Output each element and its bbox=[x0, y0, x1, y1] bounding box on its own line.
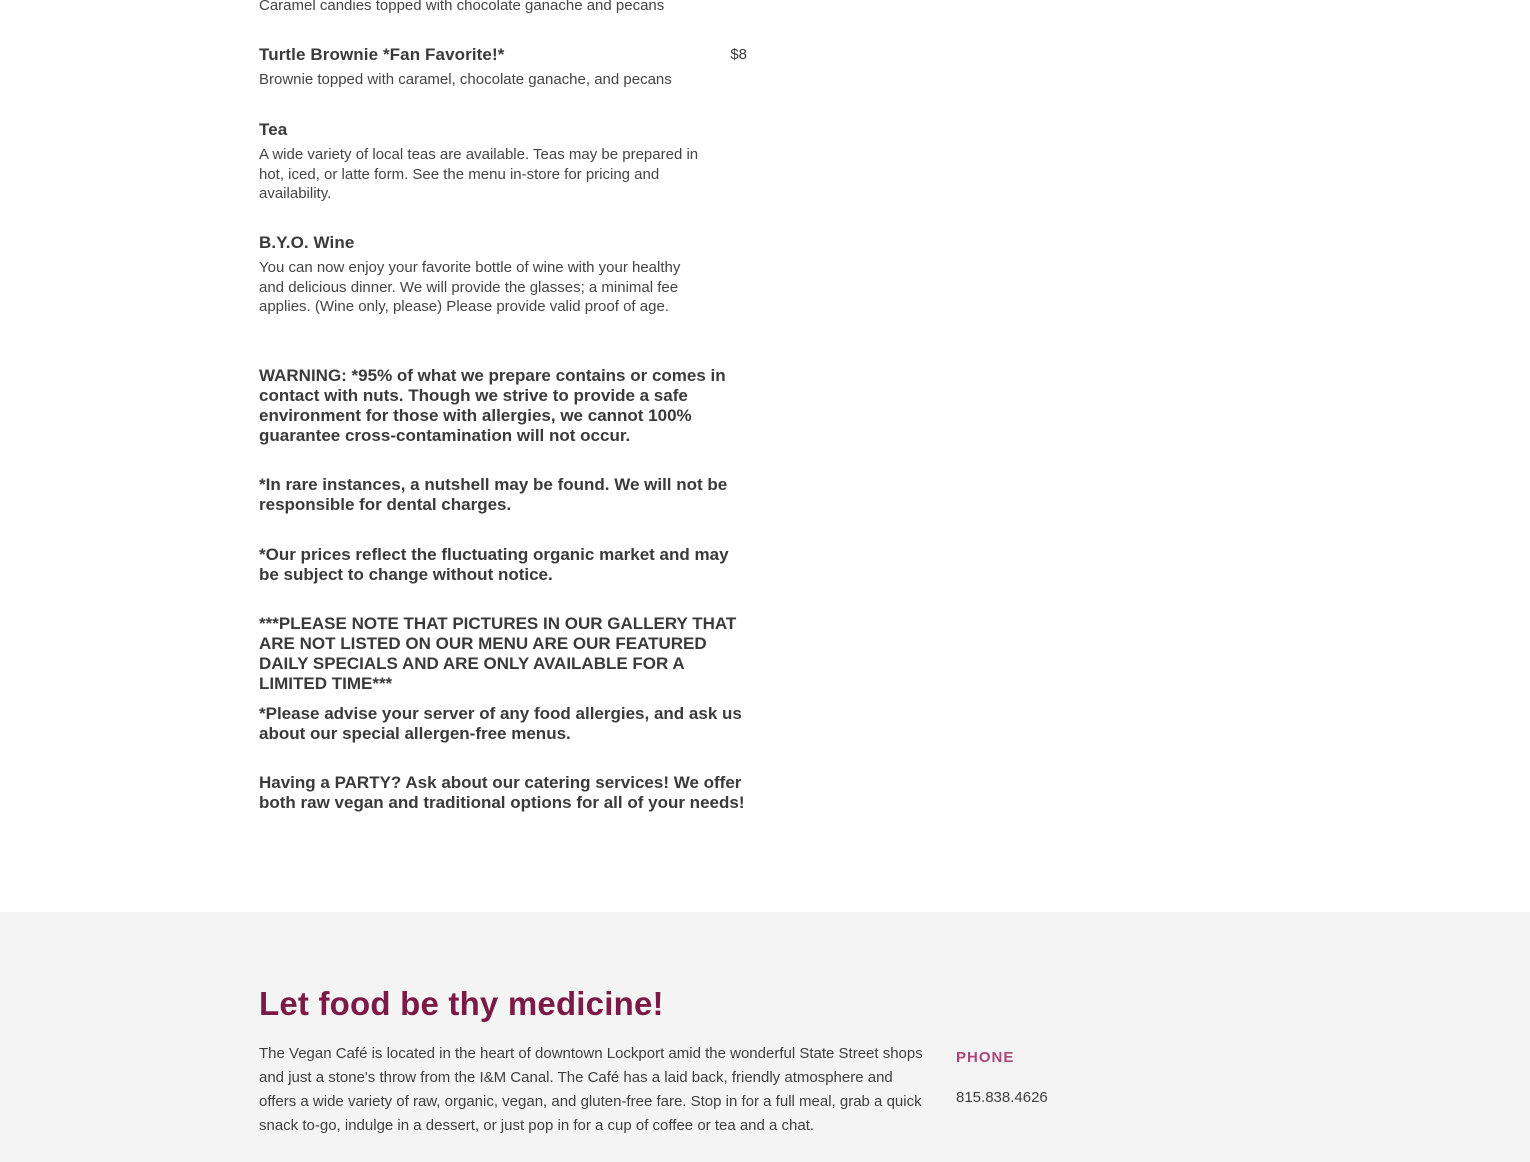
menu-item-turtle-brownie bbox=[259, 44, 749, 90]
menu-item-description: You can now enjoy your favorite bottle of wine with your healthy and delicious dinner. We will provide the glasses; a minimal fee applies. (Wine only, please) Please provide valid proof of age. bbox=[259, 259, 681, 315]
notice-allergies: *Please advise your server of any food allergies, and ask us about our special allergen-free menus. bbox=[259, 704, 742, 743]
footer bbox=[0, 912, 1530, 1162]
footer-about-text: The Vegan Café is located in the heart of downtown Lockport amid the wonderful State Street shops and just a stone's throw from the I&M Canal. The Café has a laid back, friendly atmosphere and offers a wide variety of raw, organic, vegan, and gluten-free fare. Stop in for a full meal, grab a quick snack to-go, indulge in a dessert, or just pop in for a cup of coffee or tea and a chat. bbox=[259, 1045, 923, 1134]
menu-item-description: Brownie topped with caramel, chocolate ganache, and pecans bbox=[259, 71, 672, 88]
notice-catering: Having a PARTY? Ask about our catering services! We offer both raw vegan and traditional options for all of your needs! bbox=[259, 773, 745, 812]
notice-nut-warning: WARNING: *95% of what we prepare contains or comes in contact with nuts. Though we strive to provide a safe environment for those with allergies, we cannot 100% guarantee cross-contamination will not occur. bbox=[259, 366, 726, 445]
menu-item-description: A wide variety of local teas are available. Teas may be prepared in hot, iced, or latte form. See the menu in-store for pricing and availability. bbox=[259, 146, 699, 202]
menu-item-tea bbox=[259, 119, 749, 204]
previous-item-description: Caramel candies topped with chocolate ganache and pecans bbox=[259, 0, 665, 14]
notice-nutshell: *In rare instances, a nutshell may be found. We will not be responsible for dental charges. bbox=[259, 475, 728, 514]
menu-item-byo-wine bbox=[259, 232, 749, 317]
notice-prices: *Our prices reflect the fluctuating organic market and may be subject to change without notice. bbox=[259, 545, 729, 584]
menu-item-title: Tea bbox=[259, 120, 288, 139]
phone-number-link[interactable]: 815.838.4626 bbox=[956, 1089, 1048, 1106]
phone-label: PHONE bbox=[956, 1049, 1015, 1066]
menu-item-title: Turtle Brownie *Fan Favorite!* bbox=[259, 45, 505, 64]
menu-item-price: $8 bbox=[730, 46, 747, 63]
menu-item-title: B.Y.O. Wine bbox=[259, 233, 355, 252]
footer-tagline: Let food be thy medicine! bbox=[259, 985, 664, 1022]
notice-gallery-specials: ***PLEASE NOTE THAT PICTURES IN OUR GALLERY THAT ARE NOT LISTED ON OUR MENU ARE OUR FEATURED DAILY SPECIALS AND ARE ONLY AVAILABLE FOR A LIMITED TIME*** bbox=[259, 614, 737, 693]
